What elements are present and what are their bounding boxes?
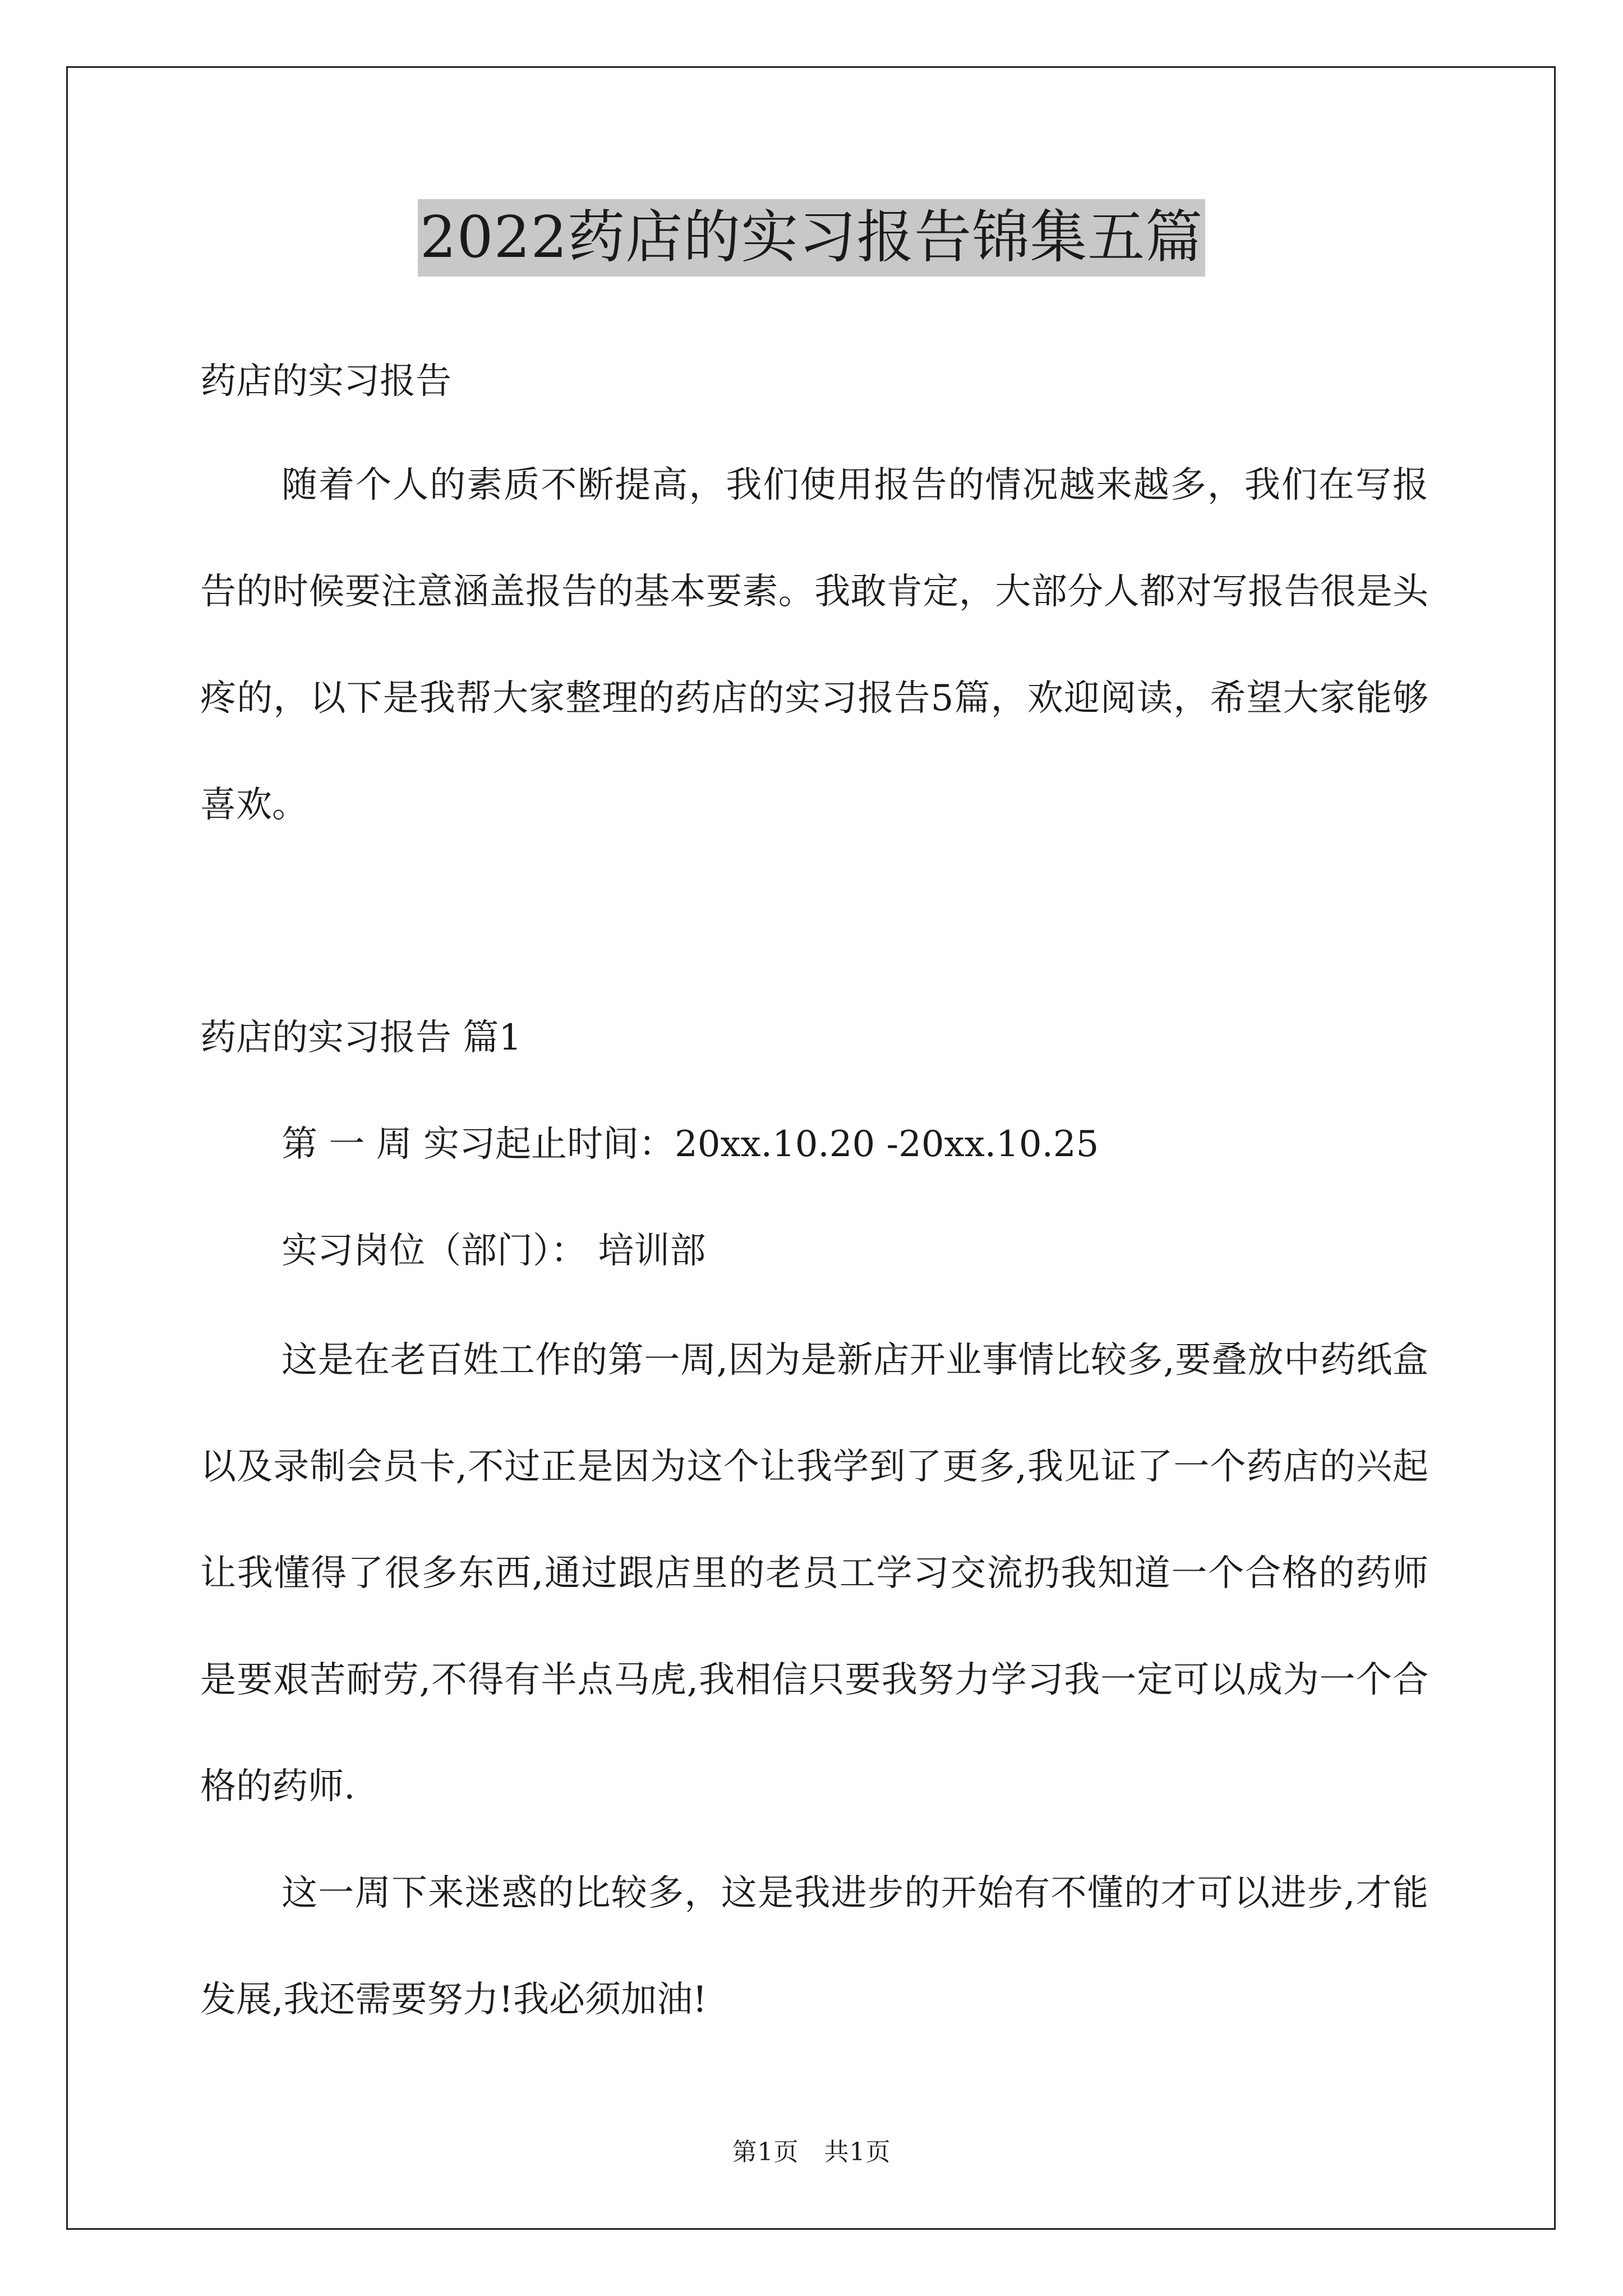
internship-period-line: 第 一 周 实习起止时间：20xx.10.20 -20xx.10.25 xyxy=(282,1124,1099,1165)
intro-heading: 药店的实习报告 xyxy=(200,361,451,402)
body-paragraph-2: 这一周下来迷惑的比较多，这是我进步的开始有不懂的才可以进步,才能发展,我还需要努力!我必须加油! xyxy=(200,1872,1428,2021)
body-paragraph-1: 这是在老百姓工作的第一周,因为是新店开业事情比较多,要叠放中药纸盒以及录制会员卡,不过正是因为这个让我学到了更多,我见证了一个药店的兴起让我懂得了很多东西,通过跟店里的老员工学习交流扔我知道一个合格的药师是要艰苦耐劳,不得有半点马虎,我相信只要我努力学习我一定可以成为一个合格的药师. xyxy=(200,1340,1428,1807)
section-heading: 药店的实习报告 篇1 xyxy=(200,1017,522,1059)
title-container xyxy=(0,199,1623,277)
internship-position-line: 实习岗位（部门）： 培训部 xyxy=(282,1230,706,1272)
intro-paragraph: 随着个人的素质不断提高，我们使用报告的情况越来越多，我们在写报告的时候要注意涵盖报告的基本要素。我敢肯定，大部分人都对写报告很是头疼的，以下是我帮大家整理的药店的实习报告5篇，欢迎阅读，希望大家能够喜欢。 xyxy=(200,464,1428,826)
document-title: 2022药店的实习报告锦集五篇 xyxy=(418,199,1206,277)
page-footer: 第1页 共1页 xyxy=(732,2138,891,2166)
